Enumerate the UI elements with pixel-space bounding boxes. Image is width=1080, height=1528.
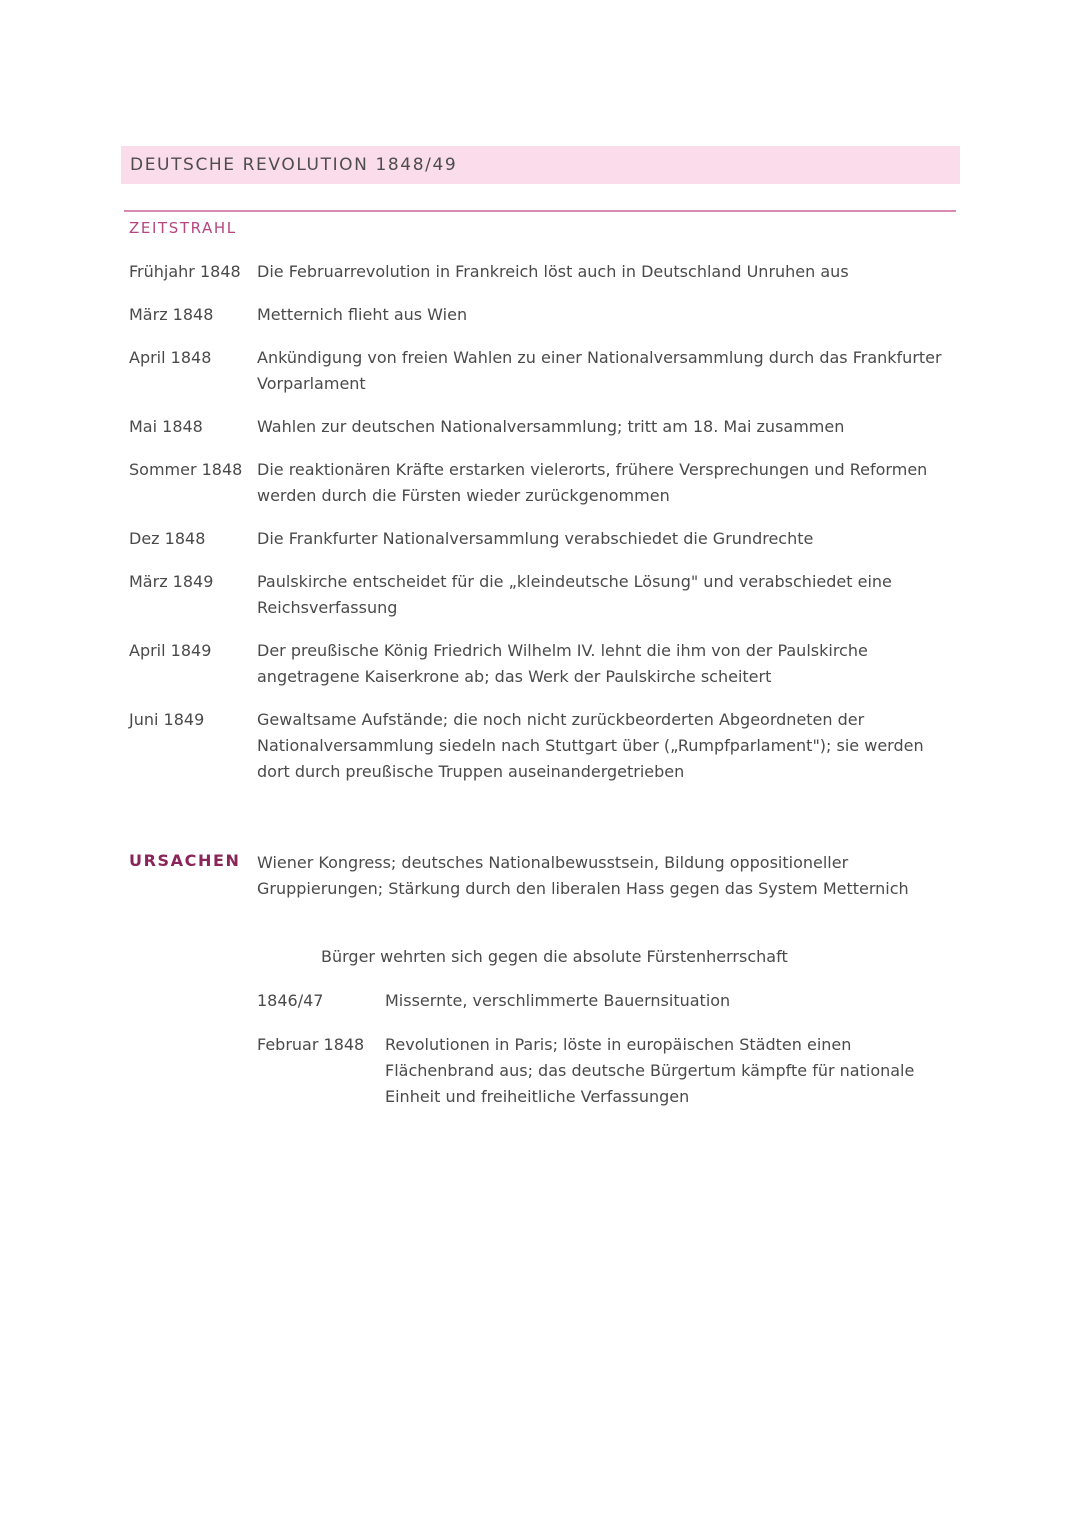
timeline-text: Ankündigung von freien Wahlen zu einer Nationalversammlung durch das Frankfurter Vorparlament [257,348,942,393]
causes-event [257,1032,917,1110]
timeline-text: Metternich flieht aus Wien [257,305,468,324]
document-title: DEUTSCHE REVOLUTION 1848/49 [130,155,458,175]
causes-event-text: Missernte, verschlimmerte Bauernsituation [385,991,731,1010]
timeline-entry [129,707,959,785]
causes-subline: Bürger wehrten sich gegen die absolute Fürstenherrschaft [321,947,788,966]
timeline-text: Paulskirche entscheidet für die „kleindeutsche Lösung" und verabschiedet eine Reichsverfassung [257,572,892,617]
causes-event-date: Februar 1848 [257,1035,365,1054]
timeline-date: April 1849 [129,641,212,660]
causes-heading: URSACHEN [129,851,241,870]
causes-event-text: Revolutionen in Paris; löste in europäischen Städten einen Flächenbrand aus; das deutsche Bürgertum kämpfte für nationale Einheit und freiheitliche Verfassungen [385,1035,915,1106]
timeline-date: Frühjahr 1848 [129,262,241,281]
causes-events-list [257,988,917,1128]
timeline-entry [129,526,959,552]
timeline-entry [129,302,959,328]
timeline-text: Gewaltsame Aufstände; die noch nicht zurückbeorderten Abgeordneten der Nationalversammlung siedeln nach Stuttgart über („Rumpfparlament"); sie werden dort durch preußische Truppen auseinandergetrieben [257,710,924,781]
timeline-date: Juni 1849 [129,710,205,729]
timeline-entry [129,569,959,621]
timeline-text: Die Frankfurter Nationalversammlung verabschiedet die Grundrechte [257,529,814,548]
timeline-text: Die reaktionären Kräfte erstarken vielerorts, frühere Versprechungen und Reformen werden durch die Fürsten wieder zurückgenommen [257,460,928,505]
timeline-text: Die Februarrevolution in Frankreich löst auch in Deutschland Unruhen aus [257,262,849,281]
causes-event-date: 1846/47 [257,991,324,1010]
section-divider [124,210,956,212]
causes-text: Wiener Kongress; deutsches Nationalbewusstsein, Bildung oppositioneller Gruppierungen; Stärkung durch den liberalen Hass gegen das System Metternich [257,853,909,898]
timeline-entry [129,457,959,509]
timeline-date: Dez 1848 [129,529,206,548]
timeline-entry [129,259,959,285]
timeline-date: März 1848 [129,305,214,324]
causes-event [257,988,917,1014]
timeline-heading: ZEITSTRAHL [129,219,237,237]
timeline-date: März 1849 [129,572,214,591]
timeline-text: Der preußische König Friedrich Wilhelm IV. lehnt die ihm von der Paulskirche angetragene Kaiserkrone ab; das Werk der Paulskirche scheitert [257,641,868,686]
timeline-list [129,259,959,802]
timeline-entry [129,414,959,440]
timeline-date: Mai 1848 [129,417,203,436]
timeline-entry [129,345,959,397]
timeline-text: Wahlen zur deutschen Nationalversammlung; tritt am 18. Mai zusammen [257,417,845,436]
timeline-date: Sommer 1848 [129,460,243,479]
title-banner [121,146,960,184]
timeline-date: April 1848 [129,348,212,367]
timeline-entry [129,638,959,690]
